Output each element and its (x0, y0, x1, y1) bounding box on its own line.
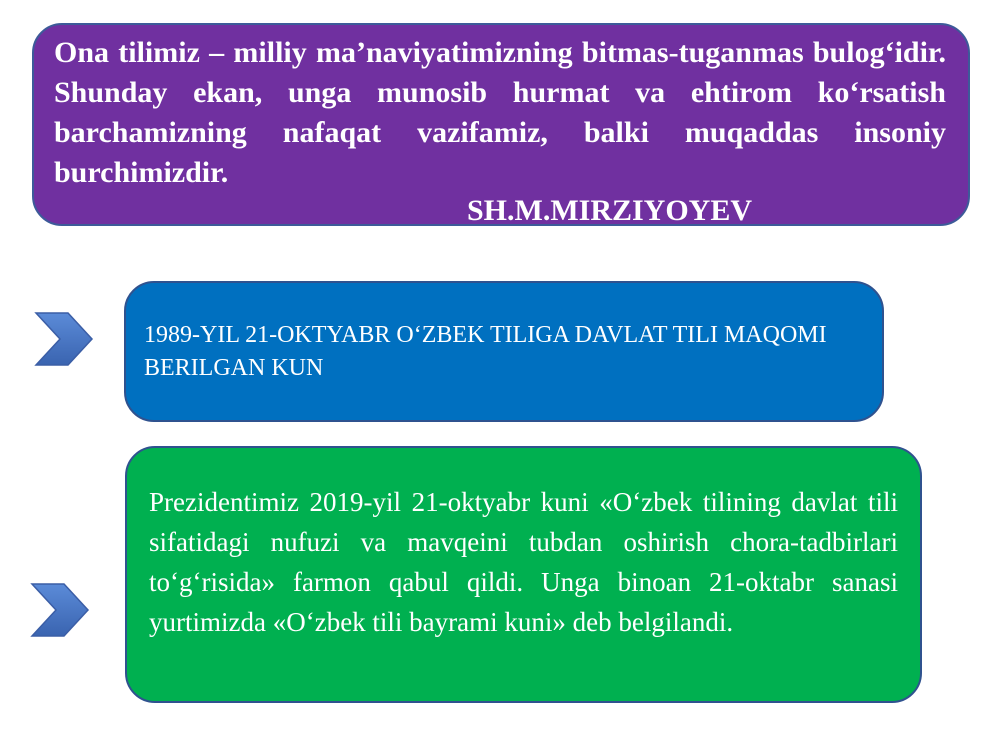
date-fact-box (124, 281, 884, 422)
chevron-right-icon (30, 582, 90, 638)
chevron-right-icon (34, 311, 94, 367)
decree-text: Prezidentimiz 2019-yil 21-oktyabr kuni «O‘zbek tilining davlat tili sifatidagi nufuzi va mavqeini tubdan oshirish chora-tadbirlari to‘g‘risida» farmon qabul qildi. Unga binoan 21-oktabr sanasi yurtimizda «O‘zbek tili bayrami kuni» deb belgilandi. (149, 487, 898, 637)
quote-text: Ona tilimiz – milliy ma’naviyatimizning bitmas-tuganmas bulog‘idir. Shunday ekan, unga munosib hurmat va ehtirom ko‘rsatish barchamizning nafaqat vazifamiz, balki muqaddas insoniy burchimizdir. (54, 36, 946, 189)
decree-box (125, 446, 922, 703)
date-fact-text: 1989-YIL 21-OKTYABR O‘ZBEK TILIGA DAVLAT TILI MAQOMI BERILGAN KUN (144, 321, 827, 381)
quote-author: SH.M.MIRZIYOYEV (467, 194, 753, 227)
quote-box (32, 23, 970, 226)
